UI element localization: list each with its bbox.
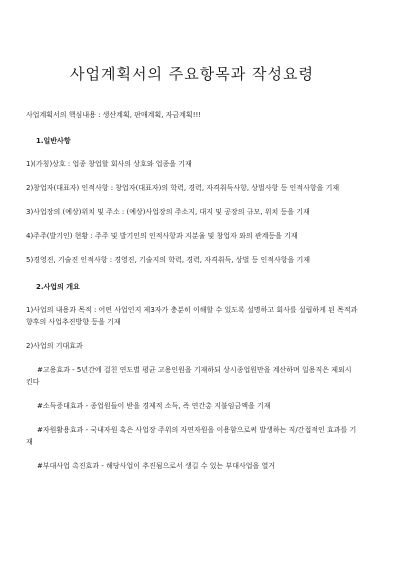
core-summary: 사업계획서의 핵심내용 : 생산계획, 판매계획, 자금계획!!! <box>26 111 202 119</box>
section-overview-heading: 2.사업의 개요 <box>36 283 80 291</box>
document-title: 사업계획서의 주요항목과 작성요령 <box>70 65 314 83</box>
general-item-site-location: 3)사업장의 (예상)위치 및 주소 : (예상)사업장의 주소지, 대지 및 공장의 규모, 위치 등을 기재 <box>26 208 310 216</box>
overview-item-expected-effects: 2)사업의 기대효과 <box>26 342 83 350</box>
section-general-heading: 1.일반사항 <box>36 137 71 145</box>
general-item-founder-info: 2)창업자(대표자) 인적사항 : 창업자(대표자)의 학력, 경력, 자격취득사항, 상벌사항 등 인적사항을 기재 <box>26 184 340 192</box>
effect-income: #소득증대효과 - 종업원들이 받을 경제적 소득, 즉 연간총 지불임금액을 기재 <box>37 402 271 410</box>
general-item-shareholders: 4)주주(발기인) 현황 : 주주 및 발기인의 인적사항과 지분율 및 창업자 와의 관계등을 기재 <box>26 232 298 240</box>
effect-side-business: #부대사업 촉진효과 - 해당사업이 추진됨으로서 생길 수 있는 부대사업을 열거 <box>37 462 276 470</box>
effect-resources: #자원활용효과 - 국내자원 혹은 사업장 주위의 자연자원을 이용함으로써 발생하는 직/간접적인 효과를 기재 <box>26 426 357 446</box>
overview-item-content-purpose: 1)사업의 내용과 목적 : 어떤 사업인지 제3자가 충분히 이해할 수 있도록 설명하고 회사를 설립하게 된 목적과 향후의 사업추진방향 등을 기재 <box>26 306 358 326</box>
effect-employment: #고용효과 - 5년간에 걸친 연도별 평균 고용인원을 기재하되 상시종업원만을 계산하며 일용직은 제외시킨다 <box>26 366 352 386</box>
general-item-trade-name: 1)(가칭)상호 : 업종 창업할 회사의 상호와 업종을 기재 <box>26 160 192 168</box>
general-item-management: 5)경영진, 기술진 인적사항 : 경영진, 기술지의 학력, 경력, 자격취득, 상벌 등 인적사항을 기재 <box>26 256 311 264</box>
